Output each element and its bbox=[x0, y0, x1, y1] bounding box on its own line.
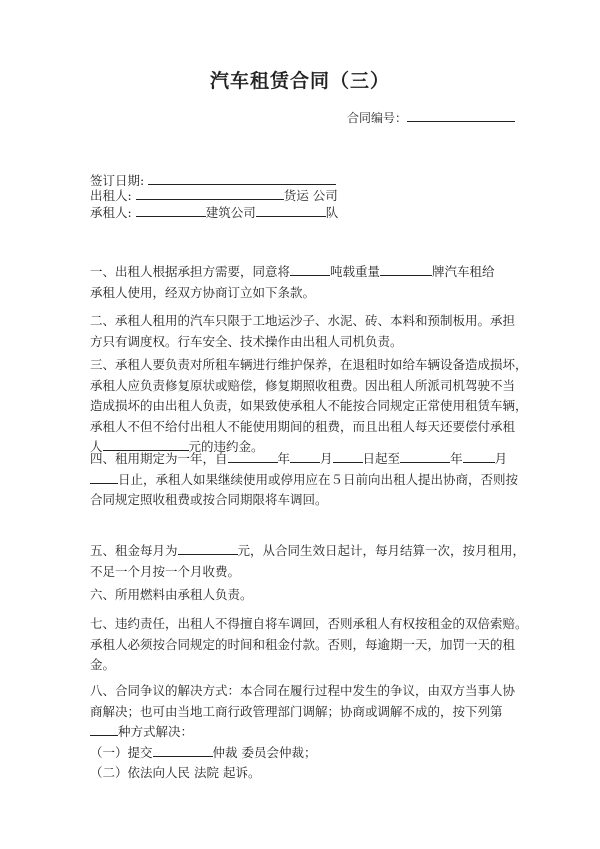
clause-1-text-c: 牌汽车租给 bbox=[432, 264, 495, 279]
clause-4-text-c: 月 bbox=[320, 451, 333, 466]
sign-date-label: 签订日期: bbox=[90, 173, 145, 188]
clause-8-text-a: 八、合同争议的解决方式：本合同在履行过程中发生的争议，由双方当事人协 bbox=[90, 683, 516, 698]
clause-4 bbox=[90, 449, 520, 511]
clause-8-text-b: 商解决；也可由当地工商行政管理部门调解；协商或调解不成的，按下列第 bbox=[90, 703, 503, 719]
clause-8-text-e: 仲裁 委员会仲裁； bbox=[212, 744, 317, 760]
clause-8-text-c: 种方式解决： bbox=[118, 724, 194, 739]
clause-4-text-d: 日起至 bbox=[362, 451, 401, 466]
clause-2-text-b: 方只有调度权。行车安全、技术操作由出租人司机负责。 bbox=[90, 333, 403, 349]
clause-7-text-a: 七、违约责任，出租人不得擅自将车调回，否则承租人有权按租金的双倍索赔。 bbox=[90, 616, 528, 631]
lessee-blank-2 bbox=[256, 205, 326, 217]
clause-4-blank-2 bbox=[290, 451, 320, 463]
clause-8-text-d: （一）提交 bbox=[90, 744, 153, 760]
clause-7 bbox=[90, 614, 528, 676]
clause-8-blank-2 bbox=[153, 745, 213, 757]
clause-3 bbox=[90, 355, 528, 458]
clause-4-blank-3 bbox=[333, 451, 363, 463]
clause-1-blank-2 bbox=[380, 264, 432, 276]
clause-7-text-c: 金。 bbox=[90, 657, 116, 672]
clause-4-blank-5 bbox=[463, 451, 495, 463]
contract-number-blank bbox=[407, 110, 515, 122]
clause-5-text-b: 元，从合同生效日起计，每月结算一次，按月租用， bbox=[237, 543, 526, 558]
clause-6 bbox=[90, 585, 520, 606]
lessee-blank-1 bbox=[136, 205, 206, 217]
clause-3-text-c: 造成损坏的由出租人负责，如果致使承租人不能按合同规定正常使用租赁车辆， bbox=[90, 398, 528, 413]
lessee-mid: 建筑公司 bbox=[205, 205, 256, 220]
clause-4-blank-1 bbox=[228, 451, 278, 463]
clause-4-text-a: 四、租用期定为一年，自 bbox=[90, 451, 228, 466]
clause-1-text-a: 一、出租人根据承担方需要，同意将 bbox=[90, 264, 291, 279]
clause-4-text-e: 年 bbox=[450, 451, 463, 466]
clause-2 bbox=[90, 311, 520, 352]
clause-3-text-a: 三、承租人要负责对所租车辆进行维护保养，在退租时如给车辆设备造成损坏， bbox=[90, 357, 528, 372]
clause-1-text-b: 吨载重量 bbox=[330, 264, 381, 279]
lessor-label: 出租人: bbox=[90, 188, 132, 203]
contract-number bbox=[347, 109, 515, 126]
lessee-suffix: 队 bbox=[325, 205, 339, 220]
clause-1 bbox=[90, 262, 520, 303]
clause-7-text-b: 承租人必须按合同规定的时间和租金付款。否则，每逾期一天，加罚一天的租 bbox=[90, 636, 516, 652]
clause-4-text-g: 日止，承租人如果继续使用或停用应在５日前向出租人提出协商，否则按 bbox=[118, 471, 519, 487]
sign-date-blank bbox=[148, 173, 336, 185]
clause-4-blank-4 bbox=[400, 451, 450, 463]
lessee-label: 承租人: bbox=[90, 205, 132, 220]
clause-2-text-a: 二、承租人租用的汽车只限于工地运沙子、水泥、砖、本料和预制板用。承担 bbox=[90, 313, 516, 328]
clause-4-blank-6 bbox=[90, 472, 118, 484]
lessor-line bbox=[90, 186, 338, 204]
lessee-line bbox=[90, 203, 338, 221]
lessor-blank bbox=[136, 188, 284, 200]
clause-8-text-f: （二）依法向人民 法院 起诉。 bbox=[90, 765, 261, 780]
clause-5-text-c: 不足一个月按一个月收费。 bbox=[90, 563, 241, 579]
clause-4-text-b: 年 bbox=[277, 451, 291, 466]
clause-1-blank-1 bbox=[290, 264, 330, 276]
page-title: 汽车租赁合同（三） bbox=[209, 70, 390, 92]
clause-4-text-h: 合同规定照收租费或按合同期限将车调回。 bbox=[90, 492, 328, 507]
clause-8-blank-1 bbox=[90, 724, 118, 736]
clause-8 bbox=[90, 681, 520, 784]
clause-3-text-f: 元的违约金。 bbox=[188, 439, 264, 454]
clause-3-text-b: 承租人应负责修复原状或赔偿，修复期照收租费。因出租人所派司机驾驶不当 bbox=[90, 377, 516, 393]
clause-4-text-f: 月 bbox=[494, 451, 508, 466]
clause-5 bbox=[90, 541, 526, 582]
clause-3-text-e: 人 bbox=[90, 439, 103, 454]
clause-1-text-d: 承租人使用，经双方协商订立如下条款。 bbox=[90, 284, 316, 300]
clause-5-text-a: 五、租金每月为 bbox=[90, 543, 178, 558]
clause-5-blank bbox=[178, 543, 238, 555]
lessor-suffix: 货运 公司 bbox=[283, 188, 338, 203]
clause-3-text-d: 承租人不但不给付出租人不能使用期间的租费，而且出租人每天还要偿付承租 bbox=[90, 418, 516, 434]
clause-6-text-a: 六、所用燃料由承租人负责。 bbox=[90, 587, 253, 602]
contract-number-label: 合同编号： bbox=[347, 111, 408, 125]
